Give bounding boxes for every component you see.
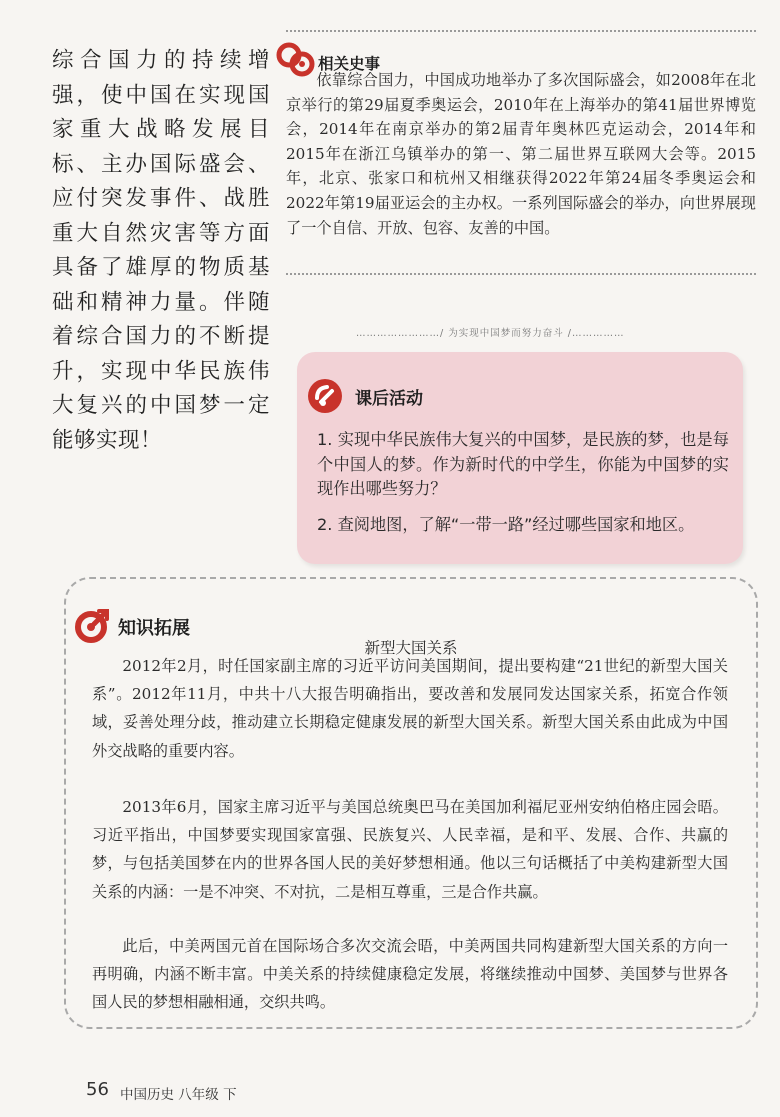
margin-note: 综合国力的持续增强，使中国在实现国家重大战略发展目标、主办国际盛会、应付突发事件、战胜重大自然灾害等方面具备了雄厚的物质基础和精神力量。伴随着综合国力的不断提升，实现中华民族伟大复兴的中国梦一定能够实现！: [52, 48, 270, 453]
activity-icon: [305, 376, 345, 416]
extension-paragraph-1: 2012年2月，时任国家副主席的习近平访问美国期间，提出要构建“21世纪的新型大国关系”。2012年11月，中共十八大报告明确指出，要改善和发展同发达国家关系，拓宽合作领域，妥善处理分歧，推动建立长期稳定健康发展的新型大国关系。新型大国关系由此成为中国外交战略的重要内容。: [92, 657, 728, 760]
activity-title: 课后活动: [355, 389, 423, 409]
related-history-title: 相关史事: [318, 55, 381, 73]
activity-box: [297, 352, 743, 564]
running-tagline: ……………………/ 为实现中国梦而努力奋斗 /……………: [356, 328, 625, 339]
top-divider: [286, 30, 756, 32]
extension-paragraph-3: 此后，中美两国元首在国际场合多次交流会晤，中美两国共同构建新型大国关系的方向一再明确，内涵不断丰富。中美关系的持续健康稳定发展，将继续推动中国梦、美国梦与世界各国人民的梦想相融相通，交织共鸣。: [92, 937, 728, 1012]
activity-item-1: 1. 实现中华民族伟大复兴的中国梦，是民族的梦，也是每个中国人的梦。作为新时代的中学生，你能为中国梦的实现作出哪些努力？: [317, 430, 729, 498]
extension-subtitle: 新型大国关系: [364, 639, 458, 657]
activity-item-2: 2. 查阅地图，了解“一带一路”经过哪些国家和地区。: [317, 515, 695, 534]
book-title: 中国历史 八年级 下: [120, 1087, 237, 1103]
related-history-body: 依靠综合国力，中国成功地举办了多次国际盛会，如2008年在北京举行的第29届夏季奥运会，2010年在上海举办的第41届世界博览会，2014年在南京举办的第2届青年奥林匹克运动会，2014年和2015年在浙江乌镇举办的第一、第二届世界互联网大会等。2015年，北京、张家口和杭州又相继获得2022年第24届冬季奥运会和2022年第19届亚运会的主办权。一系列国际盛会的举办，向世界展现了一个自信、开放、包容、友善的中国。: [286, 71, 756, 237]
extension-paragraph-2: 2013年6月，国家主席习近平与美国总统奥巴马在美国加利福尼亚州安纳伯格庄园会晤。习近平指出，中国梦要实现国家富强、民族复兴、人民幸福，是和平、发展、合作、共赢的梦，与包括美国梦在内的世界各国人民的美好梦想相通。他以三句话概括了中美构建新型大国关系的内涵：一是不冲突、不对抗，二是相互尊重，三是合作共赢。: [92, 798, 728, 901]
page-number: 56: [86, 1079, 109, 1100]
history-bottom-divider: [286, 273, 756, 275]
extension-title: 知识拓展: [118, 618, 190, 639]
